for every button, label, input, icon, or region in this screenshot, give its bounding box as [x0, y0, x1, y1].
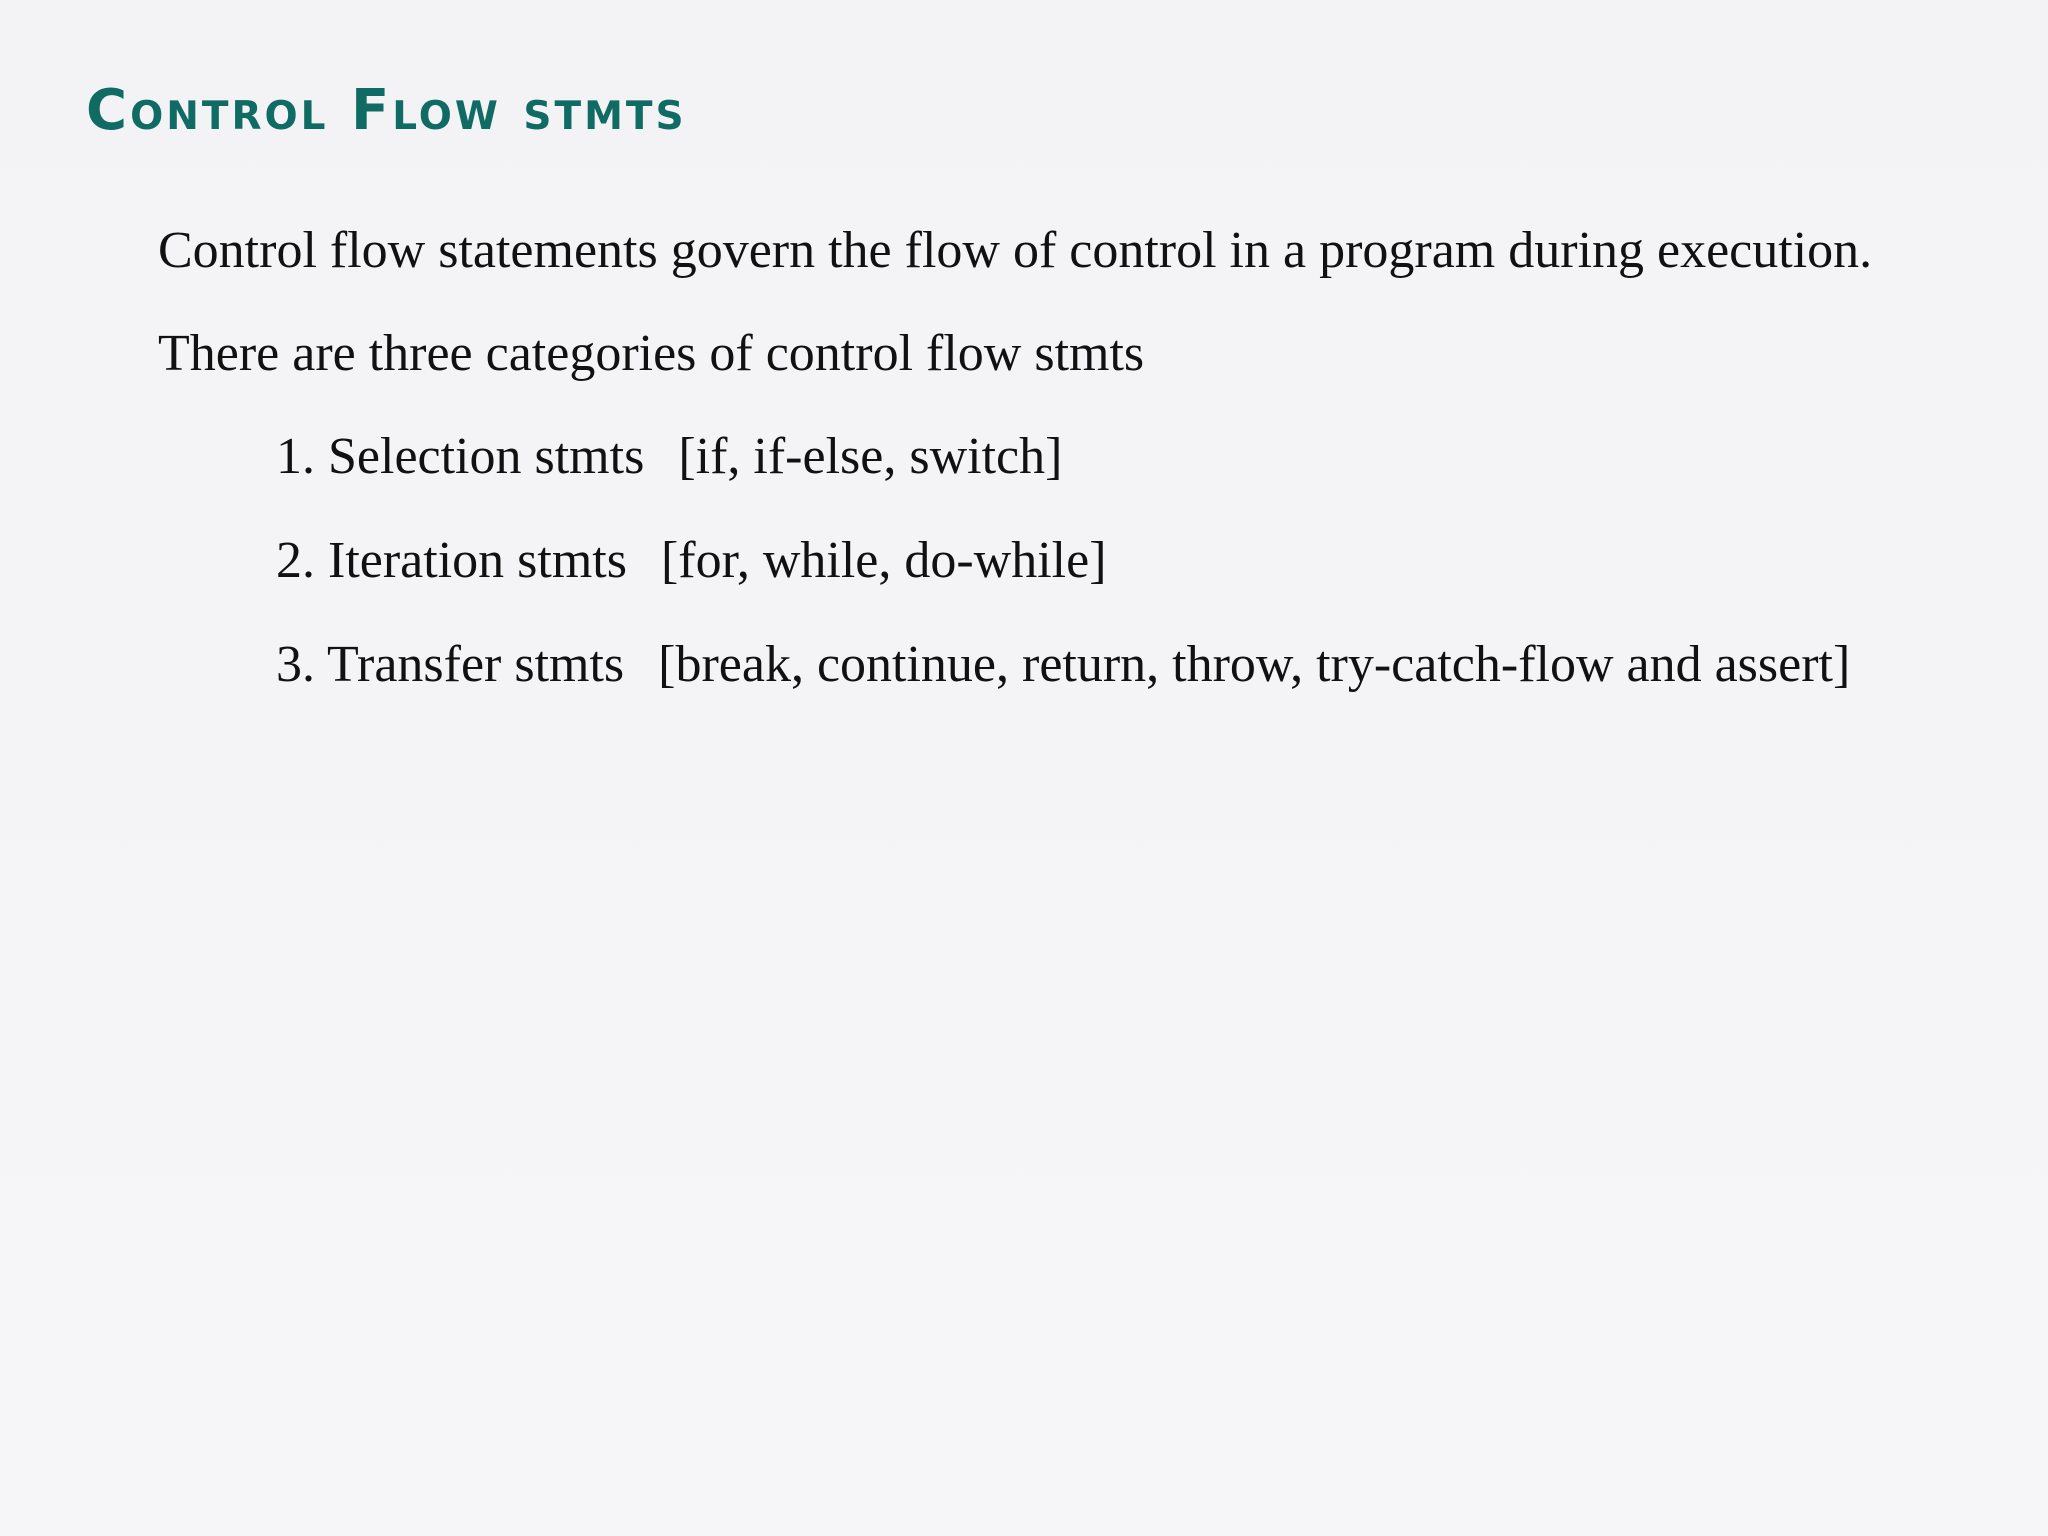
category-label: 2. Iteration stmts [276, 532, 627, 589]
slide-body [72, 216, 1972, 734]
slide-title: Control Flow stmts [86, 78, 687, 143]
category-label: 3. Transfer stmts [276, 636, 625, 693]
category-examples: [break, continue, return, throw, try-catch-flow and assert] [658, 636, 1851, 693]
intro-paragraph: Control flow statements govern the flow of control in a program during execution. [158, 222, 1873, 279]
category-examples: [if, if-else, switch] [678, 428, 1063, 485]
category-item-transfer [72, 630, 1972, 699]
category-item-iteration [72, 526, 1972, 595]
category-label: 1. Selection stmts [276, 428, 645, 485]
category-examples: [for, while, do-while] [660, 532, 1107, 589]
category-item-selection [72, 422, 1972, 491]
categories-intro: There are three categories of control flow stmts [158, 325, 1145, 382]
